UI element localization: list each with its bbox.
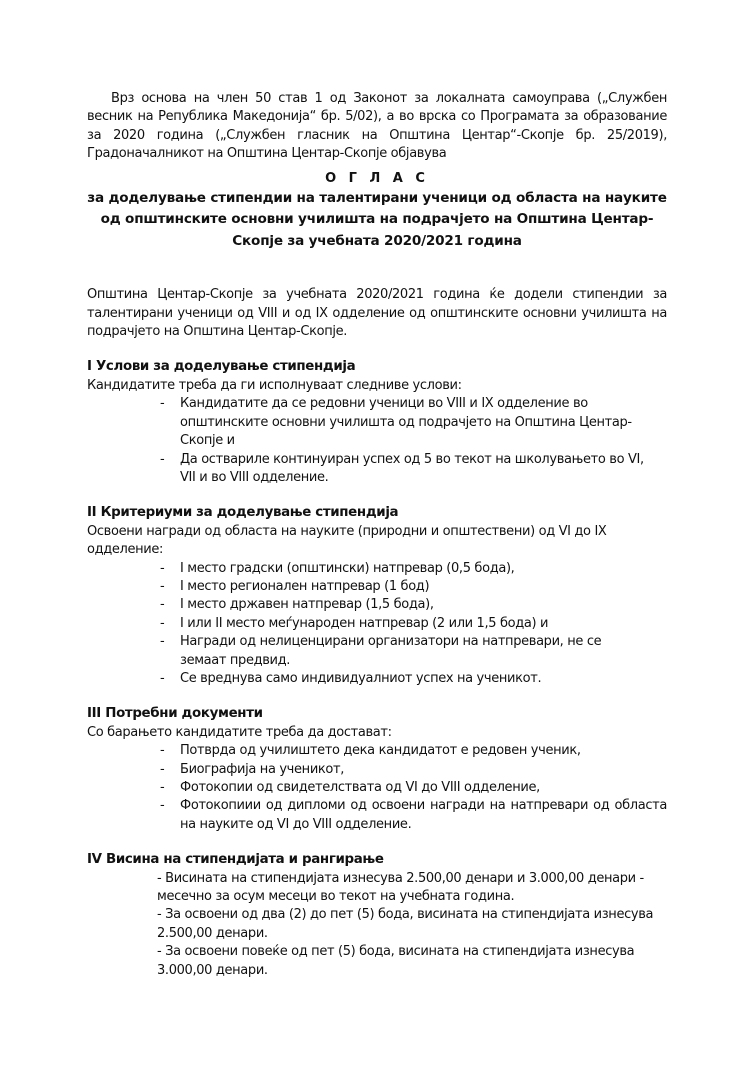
documents-list [87,742,667,834]
list-item-text: Кандидатите да се редовни ученици во VIII и IX одделение во општинските основни училишта од подрачјето на Општина Центар-Скопје и [180,396,632,449]
dash-bullet-icon: - [160,597,165,613]
section-required-documents [87,705,667,834]
list-item [160,670,645,688]
section-heading: II Критериуми за доделување стипендија [87,505,399,521]
amount-paragraph: - За освоени повеќе од пет (5) бода, висината на стипендијата изнесува 3.000,00 денари. [157,944,635,978]
section-criteria [87,504,667,688]
dash-bullet-icon: - [160,761,165,777]
section-conditions [87,358,667,487]
list-item-text: I место регионален натпревар (1 бод) [180,578,430,594]
title-block [87,170,667,253]
list-item-text: Награди од нелиценцирани организатори на натпревари, не се земаат предвид. [180,634,602,668]
list-item-text: I место градски (општински) натпревар (0,5 бода), [180,560,515,576]
list-item-text: Се вреднува само индивидуалниот успех на ученикот. [180,670,542,686]
intro-paragraph: Врз основа на член 50 став 1 од Законот за локалната самоуправа („Службен весник на Република Македонија“ бр. 5/02), а во врска со Програмата за образование за 2020 година („Службен гласник на Општина Центар“-Скопје бр. 25/2019), Градоначалникот на Општина Центар-Скопје објавува [87,91,667,162]
dash-bullet-icon: - [160,634,165,650]
list-item [160,797,667,834]
conditions-list [87,395,667,487]
document-subtitle: за доделување стипендии на талентирани ученици од областа на науките од општинските основни училишта на подрачјето на Општина Центар-Скопје за учебната 2020/2021 година [87,190,667,249]
list-item [160,451,645,488]
criteria-list [87,560,667,689]
section-heading: IV Висина на стипендијата и рангирање [87,852,384,868]
list-item [160,742,667,760]
list-item [160,578,645,596]
list-item-text: Биографија на ученикот, [180,761,345,777]
amount-paragraph: - Висината на стипендијата изнесува 2.500,00 денари и 3.000,00 денари - месечно за осум месеци во текот на учебната година. [157,870,644,905]
list-item-text: I или II место меѓународен натпревар (2 или 1,5 бода) и [180,615,549,631]
list-item [160,395,645,450]
section-scholarship-amount [87,851,667,980]
dash-bullet-icon: - [160,743,165,759]
section-heading: III Потребни документи [87,706,263,722]
list-item-text: Да оствариле континуиран успех од 5 во текот на школувањето во VI, VII и во VIII одделение. [180,451,644,485]
section-intro: Со барањето кандидатите треба да достават: [87,724,392,740]
list-item [160,633,645,670]
section-intro: Кандидатите треба да ги исполнуваат следниве услови: [87,377,462,393]
list-item-text: Фотокопиии од дипломи од освоени награди на натпревари од областа на науките од VI до VIII одделение. [180,798,667,832]
document-page [87,90,667,980]
list-item [160,761,667,779]
list-item [160,560,645,578]
dash-bullet-icon: - [160,560,165,576]
dash-bullet-icon: - [160,451,165,467]
dash-bullet-icon: - [160,780,165,795]
list-item [160,779,667,797]
lead-paragraph: Општина Центар-Скопје за учебната 2020/2021 година ќе додели стипендии за талентирани ученици од VIII и од IX одделение од општинските основни училишта на подрачјето на Општина Центар-Скопје. [87,287,667,340]
list-item-text: Фотокопии од свидетелствата од VI до VIII одделение, [180,780,540,795]
amount-paragraph: - За освоени од два (2) до пет (5) бода, висината на стипендијата изнесува 2.500,00 денари. [157,907,654,941]
list-item [160,596,645,614]
amount-paragraphs [87,870,667,980]
dash-bullet-icon: - [160,798,165,814]
list-item [160,615,645,633]
section-heading: I Услови за доделување стипендија [87,359,356,375]
dash-bullet-icon: - [160,615,165,631]
dash-bullet-icon: - [160,670,165,686]
list-item-text: Потврда од училиштето дека кандидатот е редовен ученик, [180,743,581,759]
dash-bullet-icon: - [160,396,165,412]
dash-bullet-icon: - [160,578,165,594]
section-intro: Освоени награди од областа на науките (природни и општествени) од VI до IX одделение: [87,523,607,558]
document-title: О Г Л А С [325,170,429,186]
list-item-text: I место државен натпревар (1,5 бода), [180,597,434,613]
